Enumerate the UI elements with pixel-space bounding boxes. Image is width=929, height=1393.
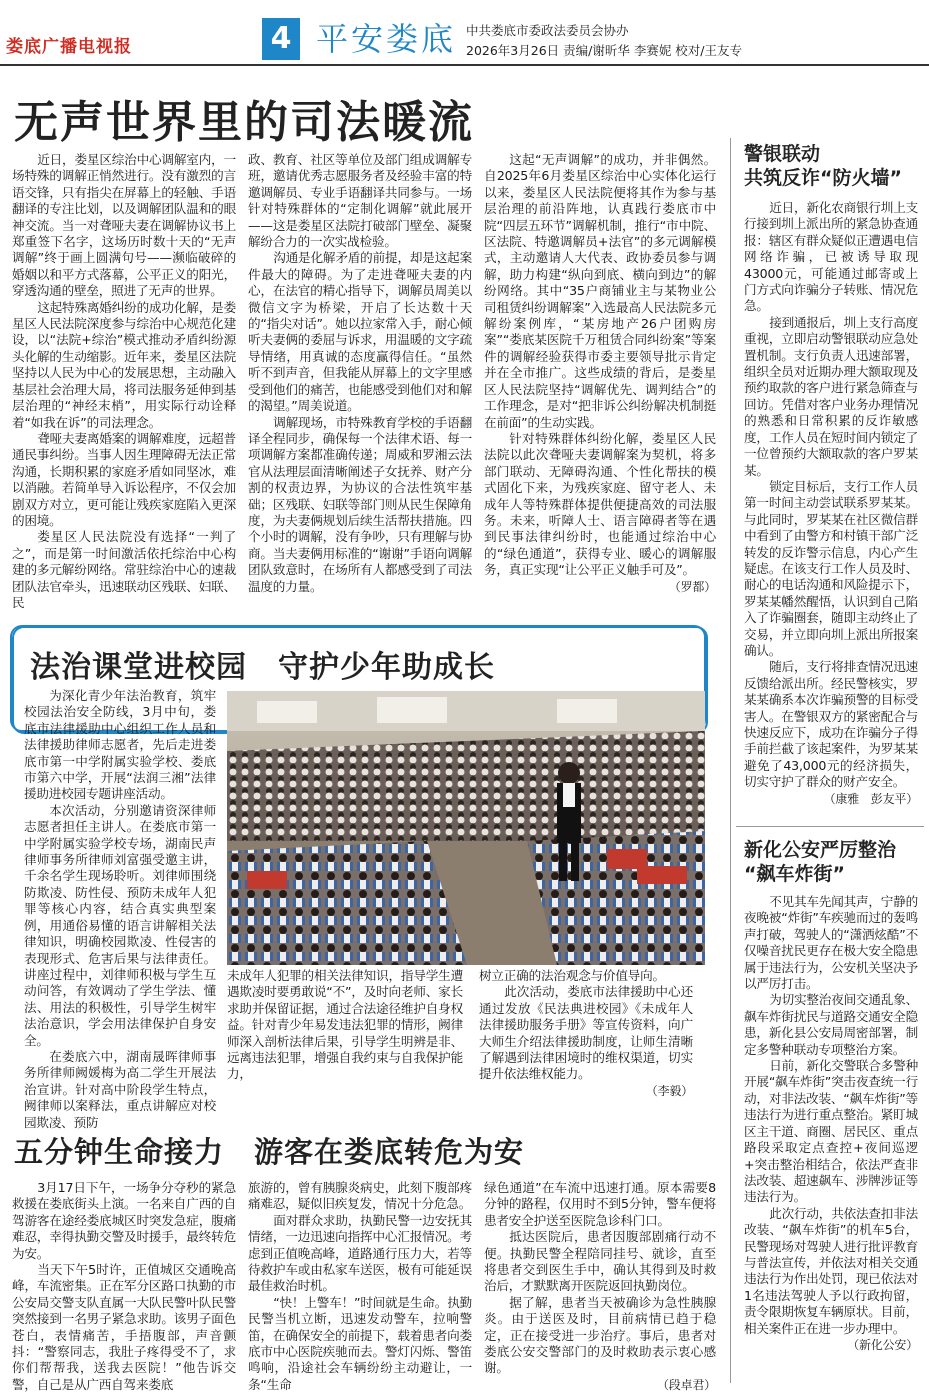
column-divider [730,138,731,1383]
article2-title: 法治课堂进校园 守护少年助成长 [30,650,495,685]
article3-signature: （段卓君） [656,1377,716,1392]
paragraph: 3月17日下午，一场争分夺秒的紧急救援在娄底街头上演。一名来自广西的自驾游客在途经娄底城区时突发急症，腹痛难忍，幸得执勤交警及时援手，最终转危为安。 [12,1180,236,1261]
article1-col2 [248,152,472,595]
paragraph: 为切实整治夜间交通乱象、飙车炸街扰民与道路交通安全隐患，新化县公安局周密部署，制定多警种联动专项整治方案。 [744,992,918,1057]
paragraph: 面对群众求助，执勤民警一边安抚其情绪，一边迅速向指挥中心汇报情况。考虑到正值晚高峰，道路通行压力大，若等待救护车或由私家车送医，极有可能延误最佳救治时机。 [248,1212,472,1294]
paragraph: 不见其车先闻其声，宁静的夜晚被“炸街”车疾驰而过的轰鸣声打破，驾驶人的“潇洒炫酷”不仅噪音扰民更存在极大安全隐患属于违法行为，公安机关坚决予以严厉打击。 [744,894,918,992]
paragraph: 这起“无声调解”的成功，并非偶然。自2025年6月娄星区综治中心实体化运行以来，娄星区人民法院便将其作为参与基层治理的前沿阵地，认真践行娄底市中院“四层五环节”调解机制，推行“市中院、区法院、特邀调解员+法官”的多元调解模式，主动邀请人大代表、政协委员参与调解，助力构建“纵向到底、横向到边”的解纷网络。其中“35户商铺业主与某物业公司租赁纠纷调解案”入选最高人民法院多元解纷案例库，“某房地产26户团购房案”“娄底某医院千万租赁合同纠纷案”等案件的调解经验获得市委主要领导批示肯定并在全市推广。这些成绩的背后，是娄星区人民法院坚持“调解优先、调判结合”的工作理念，是对“把非诉公纠纷解决机制挺在前面”的生动实践。 [484,152,716,430]
paragraph: 近日，新化农商银行圳上支行接到圳上派出所的紧急协查通报：辖区有群众疑似正遭遇电信网络诈骗，已被诱导取现43000元，可能通过邮寄或上门方式向诈骗分子转账、情况危急。 [744,200,918,314]
article2-colA [24,688,216,1131]
article2-signature: （李毅） [645,1083,693,1098]
paragraph: “快！上警车！”时间就是生命。执勤民警当机立断，迅速发动警车，拉响警笛，在确保安全的前提下，载着患者向娄底市中心医院疾驰而去。警灯闪烁、警笛鸣响，沿途社会车辆纷纷主动避让，一条“生命 [248,1294,472,1392]
paragraph: 沟通是化解矛盾的前提，却是这起案件最大的障碍。为了走进聋哑夫妻的内心，在法官的精心指导下，调解员周美以微信文字为桥梁，开启了长达数十天的“指尖对话”。她以拉家常入手，耐心倾听夫妻俩的委屈与诉求，用温暖的文字疏导情绪，用真诚的态度赢得信任。“虽然听不到声音，但我能从屏幕上的文字里感受到他们的痛苦，也能感受到他们对和解的渴望。”周美说道。 [248,250,472,414]
paragraph: 当天下午5时许，正值城区交通晚高峰，车流密集。正在军分区路口执勤的市公安局交警支队直属一大队民警叶队民警突然接到一名男子紧急求助。该男子面色苍白，表情痛苦，手捂腹部，声音颤抖：“警察同志，我肚子疼得受不了，求你们帮帮我，送我去医院！”他告诉交警，自己是从广西自驾来娄底 [12,1262,236,1392]
side2-title-line2: “飙车炸街” [744,863,845,885]
side1-title-line2: 共筑反诈“防火墙” [744,167,902,189]
paragraph: 在娄底六中，湖南晟晖律师事务所律师阙媛梅为高二学生开展法治宣讲。针对高中阶段学生特点，阙律师以案释法，重点讲解应对校园欺凌、预防 [24,1048,216,1130]
article3-col3 [484,1180,716,1393]
lecture-photo [227,691,705,965]
byline: 2026年3月26日 责编/谢昕华 李赛妮 校对/王友专 [466,43,743,58]
section-title: 平安娄底 [316,20,457,58]
auditorium-image [227,691,705,965]
paragraph: 为深化青少年法治教育，筑牢校园法治安全防线，3月中旬，娄底市法律援助中心组织工作人员和法律援助律师志愿者，先后走进娄底市第一中学附属实验学校、娄底市第六中学，开展“法润三湘”法律援助进校园专题讲座活动。 [24,688,216,802]
article2-colC [479,968,693,1099]
paragraph: 此次行动，共依法查扣非法改装、“飙车炸街”的机车5台，民警现场对驾驶人进行批评教育与普法宣传，并依法对相关交通违法行为作出处罚，现已依法对1名违法驾驶人予以行政拘留，责令限期恢复车辆原状。目前，相关案件正在进一步办理中。 [744,1205,918,1336]
paragraph: 绿色通道”在车流中迅速打通。原本需要8分钟的路程，仅用时不到5分钟，警车便将患者安全护送至医院急诊科门口。 [484,1180,716,1228]
paragraph: 日前，新化交警联合多警种开展“飙车炸街”突击夜查统一行动，对非法改装、“飙车炸街”等违法行为进行重点整治。紧盯城区主干道、商圈、居民区、重点路段采取定点查控+夜间巡逻+突击整治相结合，依法严查非法改装、超速飙车、涉牌涉证等违法行为。 [744,1058,918,1205]
paragraph: 锁定目标后，支行工作人员第一时间主动尝试联系罗某某。与此同时，罗某某在社区微信群中看到了由警方和村镇干部广泛转发的反诈警示信息，内心产生疑虑。在该支行工作人员及时、耐心的电话沟通和风险提示下，罗某某幡然醒悟，认识到自己陷入了诈骗圈套，随即主动终止了交易，并立即向圳上派出所报案确认。 [744,478,918,658]
paragraph: 此次活动，娄底市法律援助中心还通过发放《民法典进校园》《未成年人法律援助服务手册》等宣传资料，向广大师生介绍法律援助制度，让师生清晰了解遇到法律困境时的维权渠道，切实提升依法维权能力。 [479,984,693,1082]
article1-col3 [484,152,716,595]
article1-title: 无声世界里的司法暖流 [14,97,474,148]
paragraph: 聋哑夫妻离婚案的调解难度，远超普通民事纠纷。当事人因生理障碍无法正常沟通，长期积累的家庭矛盾如同坚冰，难以消融。若简单导入诉讼程序，不仅会加剧双方对立，更可能让残疾家庭陷入更深的困境。 [12,430,236,528]
paragraph: 树立正确的法治观念与价值导向。 [479,968,665,983]
side2-signature: （新化公安） [847,1337,918,1352]
paragraph: 近日，娄星区综治中心调解室内，一场特殊的调解正悄然进行。没有激烈的言语交锋，只有指尖在屏幕上的轻触、手语翻译的专注比划，以及调解团队温和的眼神交流。当一对聋哑夫妻在调解协议书上郑重签下名字，这场历时数十天的“无声调解”终于画上圆满句号——濒临破碎的婚姻以和平方式落幕，公平正义的阳光，穿透沟通的壁垒，照进了无声的世界。 [12,152,236,299]
article1-col1 [12,152,236,611]
paragraph: 娄星区人民法院没有选择“一判了之”，而是第一时间激活依托综治中心构建的多元解纷网络。常驻综治中心的速裁团队法官牵头，迅速联动区残联、妇联、民 [12,529,236,610]
side-divider [736,826,924,827]
side1-title-line1: 警银联动 [744,143,821,165]
side2-body [744,894,918,1353]
article3-col2 [248,1180,472,1393]
paragraph: 随后，支行将排查情况迅速反馈给派出所。经民警核实，罗某某确系本次诈骗预警的目标受害人。在警银双方的紧密配合与快速反应下，成功在诈骗分子得手前拦截了该起案件，为罗某某避免了43,000元的经济损失，切实守护了群众的财产安全。 [744,659,918,790]
side1-signature: （康雅 彭友平） [823,791,918,806]
newspaper-logo: 娄底广播电视报 [6,37,132,57]
paragraph: 据了解，患者当天被确诊为急性胰腺炎。由于送医及时，目前病情已趋于稳定，正在接受进一步治疗。事后，患者对娄底公安交警部门的及时救助表示衷心感谢。 [484,1294,716,1376]
header-rule [0,64,929,66]
page-number: 4 [262,18,300,60]
side2-title-line1: 新化公安严厉整治 [744,839,897,861]
paragraph: 未成年人犯罪的相关法律知识，指导学生遭遇欺凌时要勇敢说“不”，及时向老师、家长求助并保留证据，通过合法途径维护自身权益。针对青少年易发违法犯罪的情形，阙律师深入剖析法律后果，引导学生明辨是非、远离违法犯罪，增强自我约束与自我保护能力， [227,968,463,1082]
paragraph: 接到通报后，圳上支行高度重视，立即启动警银联动应急处置机制。支行负责人迅速部署，组织全员对近期办理大额取现及预约取款的客户进行紧急筛查与回访。凭借对客户业务办理情况的熟悉和日常积累的反诈敏感度，工作人员在短时间内锁定了一位曾预约大额取款的客户罗某某。 [744,314,918,478]
paragraph: 针对特殊群体纠纷化解，娄星区人民法院以此次聋哑夫妻调解案为契机，将多部门联动、无障碍沟通、个性化帮扶的模式固化下来，为残疾家庭、留守老人、未成年人等特殊群体提供便捷高效的司法服务。未来，听障人士、语言障碍者等在遇到民事法律纠纷时，也能通过综治中心的“绿色通道”，获得专业、暖心的调解服务，真正实现“让公平正义触手可及”。 [484,430,716,578]
paragraph: 本次活动，分别邀请资深律师志愿者担任主讲人。在娄底市第一中学附属实验学校专场，湖南民声律师事务所律师刘富强受邀主讲，千余名学生现场聆听。刘律师围绕防欺凌、防性侵、预防未成年人犯罪等核心内容，结合真实典型案例，用通俗易懂的语言讲解相关法律知识，明确校园欺凌、性侵害的表现形式、危害后果与法律责任。讲座过程中，刘律师积极与学生互动问答，有效调动了学生学法、懂法、用法的积极性，引导学生树牢法治意识，学会用法律保护自身安全。 [24,802,216,1048]
paragraph: 这起特殊离婚纠纷的成功化解，是娄星区人民法院深度参与综治中心规范化建设，以“法院+综治”模式推动矛盾纠纷源头化解的生动缩影。近年来，娄星区法院坚持以人民为中心的发展思想，主动融入基层社会治理大局，将司法服务延伸到基层治理的“神经末梢”，用实际行动诠释着“如我在诉”的司法理念。 [12,299,236,430]
paragraph: 抵达医院后，患者因腹部剧痛行动不便。执勤民警全程陪同挂号、就诊，直至将患者交到医生手中，确认其得到及时救治后，才默默离开医院返回执勤岗位。 [484,1229,716,1294]
sponsor-line: 中共娄底市委政法委员会协办 [466,23,629,38]
article1-signature: （罗都） [668,579,716,594]
paragraph: 调解现场，市特殊教育学校的手语翻译全程同步，确保每一个法律术语、每一项调解方案都准确传递；周威和罗湘云法官从法理层面清晰阐述子女抚养、财产分割的权责边界，为协议的合法性筑牢基础；区残联、妇联等部门则从民生保障角度，为夫妻俩规划后续生活帮扶措施。四个小时的调解，没有争吵，只有理解与协商。当夫妻俩用标准的“谢谢”手语向调解团队致意时，在场所有人都感受到了司法温度的力量。 [248,414,472,594]
paragraph: 旅游的，曾有胰腺炎病史，此刻下腹部疼痛难忍，疑似旧疾复发，情况十分危急。 [248,1180,472,1212]
article2-colB [227,968,463,1083]
article3-col1 [12,1180,236,1393]
side1-body [744,200,918,807]
article3-title: 五分钟生命接力 游客在娄底转危为安 [14,1135,525,1169]
paragraph: 政、教育、社区等单位及部门组成调解专班，邀请优秀志愿服务者及经验丰富的特邀调解员、专业手语翻译共同参与。一场针对特殊群体的“定制化调解”就此展开——这是娄星区法院打破部门壁垒、凝聚解纷合力的一次实战检验。 [248,152,472,250]
